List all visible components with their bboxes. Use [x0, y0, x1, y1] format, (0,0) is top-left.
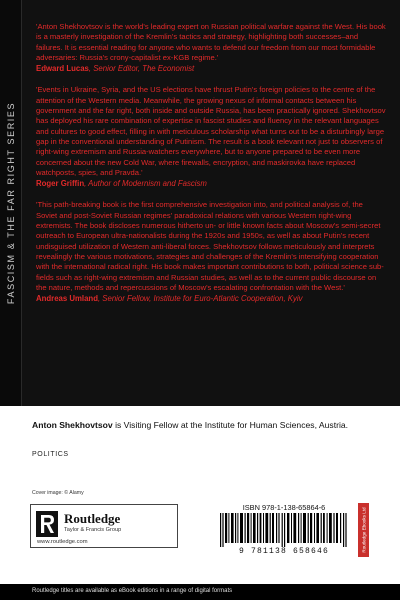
series-title: FASCISM & THE FAR RIGHT SERIES: [6, 101, 16, 305]
ebook-note: Routledge titles are available as eBook editions in a range of digital formats: [32, 588, 233, 594]
endorsement: [36, 22, 386, 74]
endorser-name: Andreas Umland: [36, 294, 98, 304]
endorser-name: Edward Lucas: [36, 64, 89, 74]
cover-image-credit: Cover image: © Alamy: [32, 490, 84, 496]
endorser-title: , Senior Editor, The Economist: [88, 64, 195, 74]
endorsement-attribution: [36, 294, 386, 304]
series-spine: [0, 0, 22, 406]
isbn-digits: 9 781138 658646: [238, 547, 329, 556]
barcode-area: [214, 503, 370, 557]
author-bio: [32, 420, 387, 431]
endorsement: [36, 85, 386, 189]
footer-bar: [0, 584, 400, 600]
endorser-name: Roger Griffin: [36, 179, 85, 189]
endorsement-text: 'Events in Ukraine, Syria, and the US elections have thrust Putin's foreign policies to the centre of the attention of the Western media. Meanwhile, the growing nexus of informal contacts between his government and the far right, both inside and outside Russia, has been practically ignored. Shekhovtsov has deployed his rare combination of expertise in fascist studies and fluency in the relevant languages and cultures to good effect, filling in with meticulous scholarship what turns out to be a disturbingly large gap in the conventional understanding of Putinism. The result is a book relevant not just to observers of right-wing extremism and Russia-watchers everywhere, but to anyone prepared to be even more concerned about the new Cold War, where firewalls, encryption, and maskirovka have replaced watchposts, spies, and Pravda.': [36, 85, 386, 177]
endorsement-text: 'Anton Shekhovtsov is the world's leading expert on Russian political warfare against the West. His book is a masterly investigation of the Kremlin's tactics and strategy, highlighting both successes–and failures. It is essential reading for anyone who wants to defend our freedom from our most formidable adversaries: Russia's crony-capitalist ex-KGB regime.': [36, 22, 386, 62]
publisher-group: Taylor & Francis Group: [64, 527, 122, 533]
barcode-side-label: [358, 503, 369, 557]
endorser-title: , Senior Fellow, Institute for Euro-Atlantic Cooperation, Kyiv: [97, 294, 303, 304]
endorsement-list: [36, 22, 386, 315]
author-bio-text: is Visiting Fellow at the Institute for Human Sciences, Austria.: [112, 420, 349, 430]
endorsement-attribution: [36, 64, 386, 74]
endorser-title: , Author of Modernism and Fascism: [84, 179, 207, 189]
endorsement: [36, 200, 386, 304]
isbn-text: ISBN 978-1-138-65864-6: [242, 503, 326, 512]
author-name: Anton Shekhovtsov: [32, 420, 113, 430]
endorsement-attribution: [36, 179, 386, 189]
endorsement-text: 'This path-breaking book is the first comprehensive investigation into, and political analysis of, the Soviet and post-Soviet Russian regimes' paradoxical relations with various Western right-wing extremists. The book discloses numerous hitherto un- or little known facts about Moscow's semi-secret outreach to European ultra-nationalists during the 1920s and 1950s, as well as about Putin's recent undisguised utilization of Western anti-liberal forces. Shekhovtsov follows meticulously and interprets revealingly the various motivations, strategies and challenges of the Kremlin's intensifying cooperation with the international radical right. His book makes important contributions to both, political science sub-fields such as right-wing extremism and Russian studies, as well as to the current public discourse on the nature, methods and repercussions of Moscow's escalating confrontation with the West.': [36, 200, 384, 292]
routledge-r-icon: [36, 511, 58, 537]
back-cover-white-panel: [0, 406, 400, 600]
barcode-icon: [214, 513, 354, 547]
publisher-logo-box: [30, 504, 178, 548]
side-label-text: Routledge Ebooks Ltd: [361, 507, 366, 553]
subject-category: POLITICS: [32, 451, 69, 458]
publisher-name: Routledge: [64, 511, 121, 526]
publisher-url: www.routledge.com: [37, 539, 88, 545]
